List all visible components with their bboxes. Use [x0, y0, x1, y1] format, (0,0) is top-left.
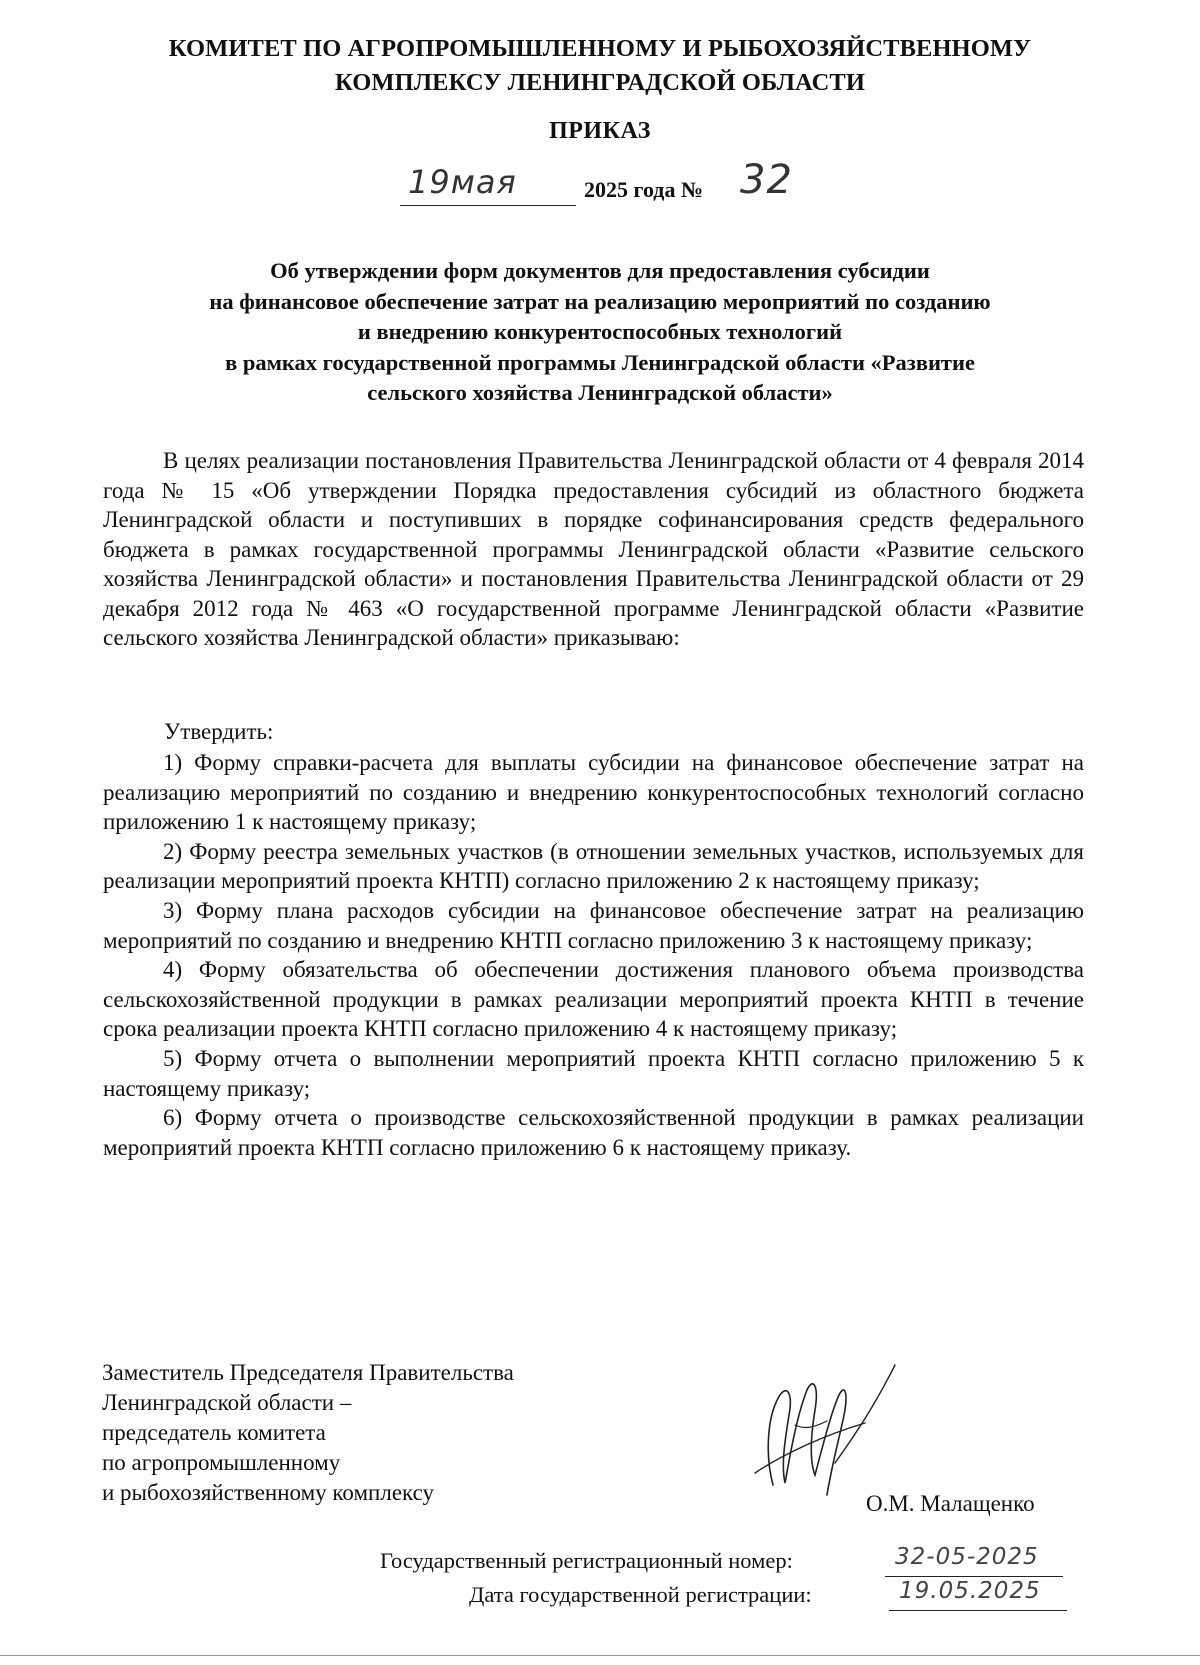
preamble-paragraph: В целях реализации постановления Правительства Ленинградской области от 4 февраля 2014 года № 15 «Об утверждении Порядка предоставления субсидий из областного бюджета Ленинградской области и поступивших в порядке софинансирования средств федерального бюджета в рамках государственной программы Ленинградской области «Развитие сельского хозяйства Ленинградской области» и постановления Правительства Ленинградской области от 29 декабря 2012 года № 463 «О государственной программе Ленинградской области «Развитие сельского хозяйства Ленинградской области» приказываю: [103, 448, 1084, 650]
order-number-field [740, 157, 800, 205]
order-subject [0, 256, 1200, 409]
handwritten-order-number: 32 [740, 157, 793, 203]
page-bottom-edge [0, 1655, 1200, 1656]
order-date-field [400, 165, 576, 206]
committee-header [0, 32, 1200, 100]
signatory-line: и рыбохозяйственному комплексу [102, 1480, 435, 1505]
handwritten-registration-date: 19.05.2025 [899, 1578, 1041, 1604]
handwritten-registration-number: 32-05-2025 [895, 1544, 1039, 1570]
list-item: 3) Форму плана расходов субсидии на финансовое обеспечение затрат на реализацию мероприятий по созданию и внедрению КНТП согласно приложению 3 к настоящему приказу; [103, 897, 1084, 953]
subject-line-2: на финансовое обеспечение затрат на реализацию мероприятий по созданию [209, 288, 991, 314]
registration-date-field [889, 1580, 1067, 1611]
approved-forms-list [103, 748, 1084, 1162]
signatory-line: председатель комитета [102, 1420, 326, 1445]
list-item: 6) Форму отчета о производстве сельскохозяйственной продукции в рамках реализации мероприятий проекта КНТП согласно приложению 6 к настоящему приказу. [103, 1105, 1084, 1160]
order-year-text: 2025 года № [584, 177, 704, 202]
signer-name: О.М. Малащенко [866, 1491, 1035, 1516]
registration-number-field [885, 1546, 1063, 1577]
header-line-2: КОМПЛЕКСУ ЛЕНИНГРАДСКОЙ ОБЛАСТИ [334, 69, 865, 96]
subject-line-1: Об утверждении форм документов для предоставления субсидии [270, 258, 930, 283]
registration-date-label: Дата государственной регистрации: [469, 1582, 812, 1607]
registration-number-label: Государственный регистрационный номер: [380, 1548, 793, 1573]
list-item: 2) Форму реестра земельных участков (в отношении земельных участков, используемых для реализации мероприятий проекта КНТП) согласно приложению 2 к настоящему приказу; [103, 838, 1084, 894]
list-item: 5) Форму отчета о выполнении мероприятий проекта КНТП согласно приложению 5 к настоящему приказу; [103, 1045, 1084, 1101]
signatory-line: Заместитель Председателя Правительства [102, 1360, 514, 1385]
list-item: 1) Форму справки-расчета для выплаты субсидии на финансовое обеспечение затрат на реализацию мероприятий по созданию и внедрению конкурентоспособных технологий согласно приложению 1 к настоящему приказу; [103, 750, 1084, 835]
handwritten-order-date: 19мая [408, 163, 517, 201]
list-item: 4) Форму обязательства об обеспечении достижения планового объема производства сельскохозяйственной продукции в рамках реализации мероприятий проекта КНТП в течение срока реализации проекта КНТП согласно приложению 4 к настоящему приказу; [103, 957, 1084, 1042]
order-title: ПРИКАЗ [549, 118, 651, 144]
subject-line-3: и внедрению конкурентоспособных технологий [357, 319, 843, 344]
handwritten-signature [735, 1335, 905, 1505]
signatory-line: Ленинградской области – [102, 1390, 352, 1415]
subject-line-5: сельского хозяйства Ленинградской области» [367, 380, 833, 405]
signatory-line: по агропромышленному [102, 1450, 341, 1475]
signatory-title [102, 1358, 514, 1508]
order-date-number-line [400, 157, 1100, 215]
approve-label: Утвердить: [164, 719, 274, 744]
subject-line-4: в рамках государственной программы Ленинградской области «Развитие [225, 349, 975, 375]
header-line-1: КОМИТЕТ ПО АГРОПРОМЫШЛЕННОМУ И РЫБОХОЗЯЙСТВЕННОМУ [168, 35, 1032, 62]
